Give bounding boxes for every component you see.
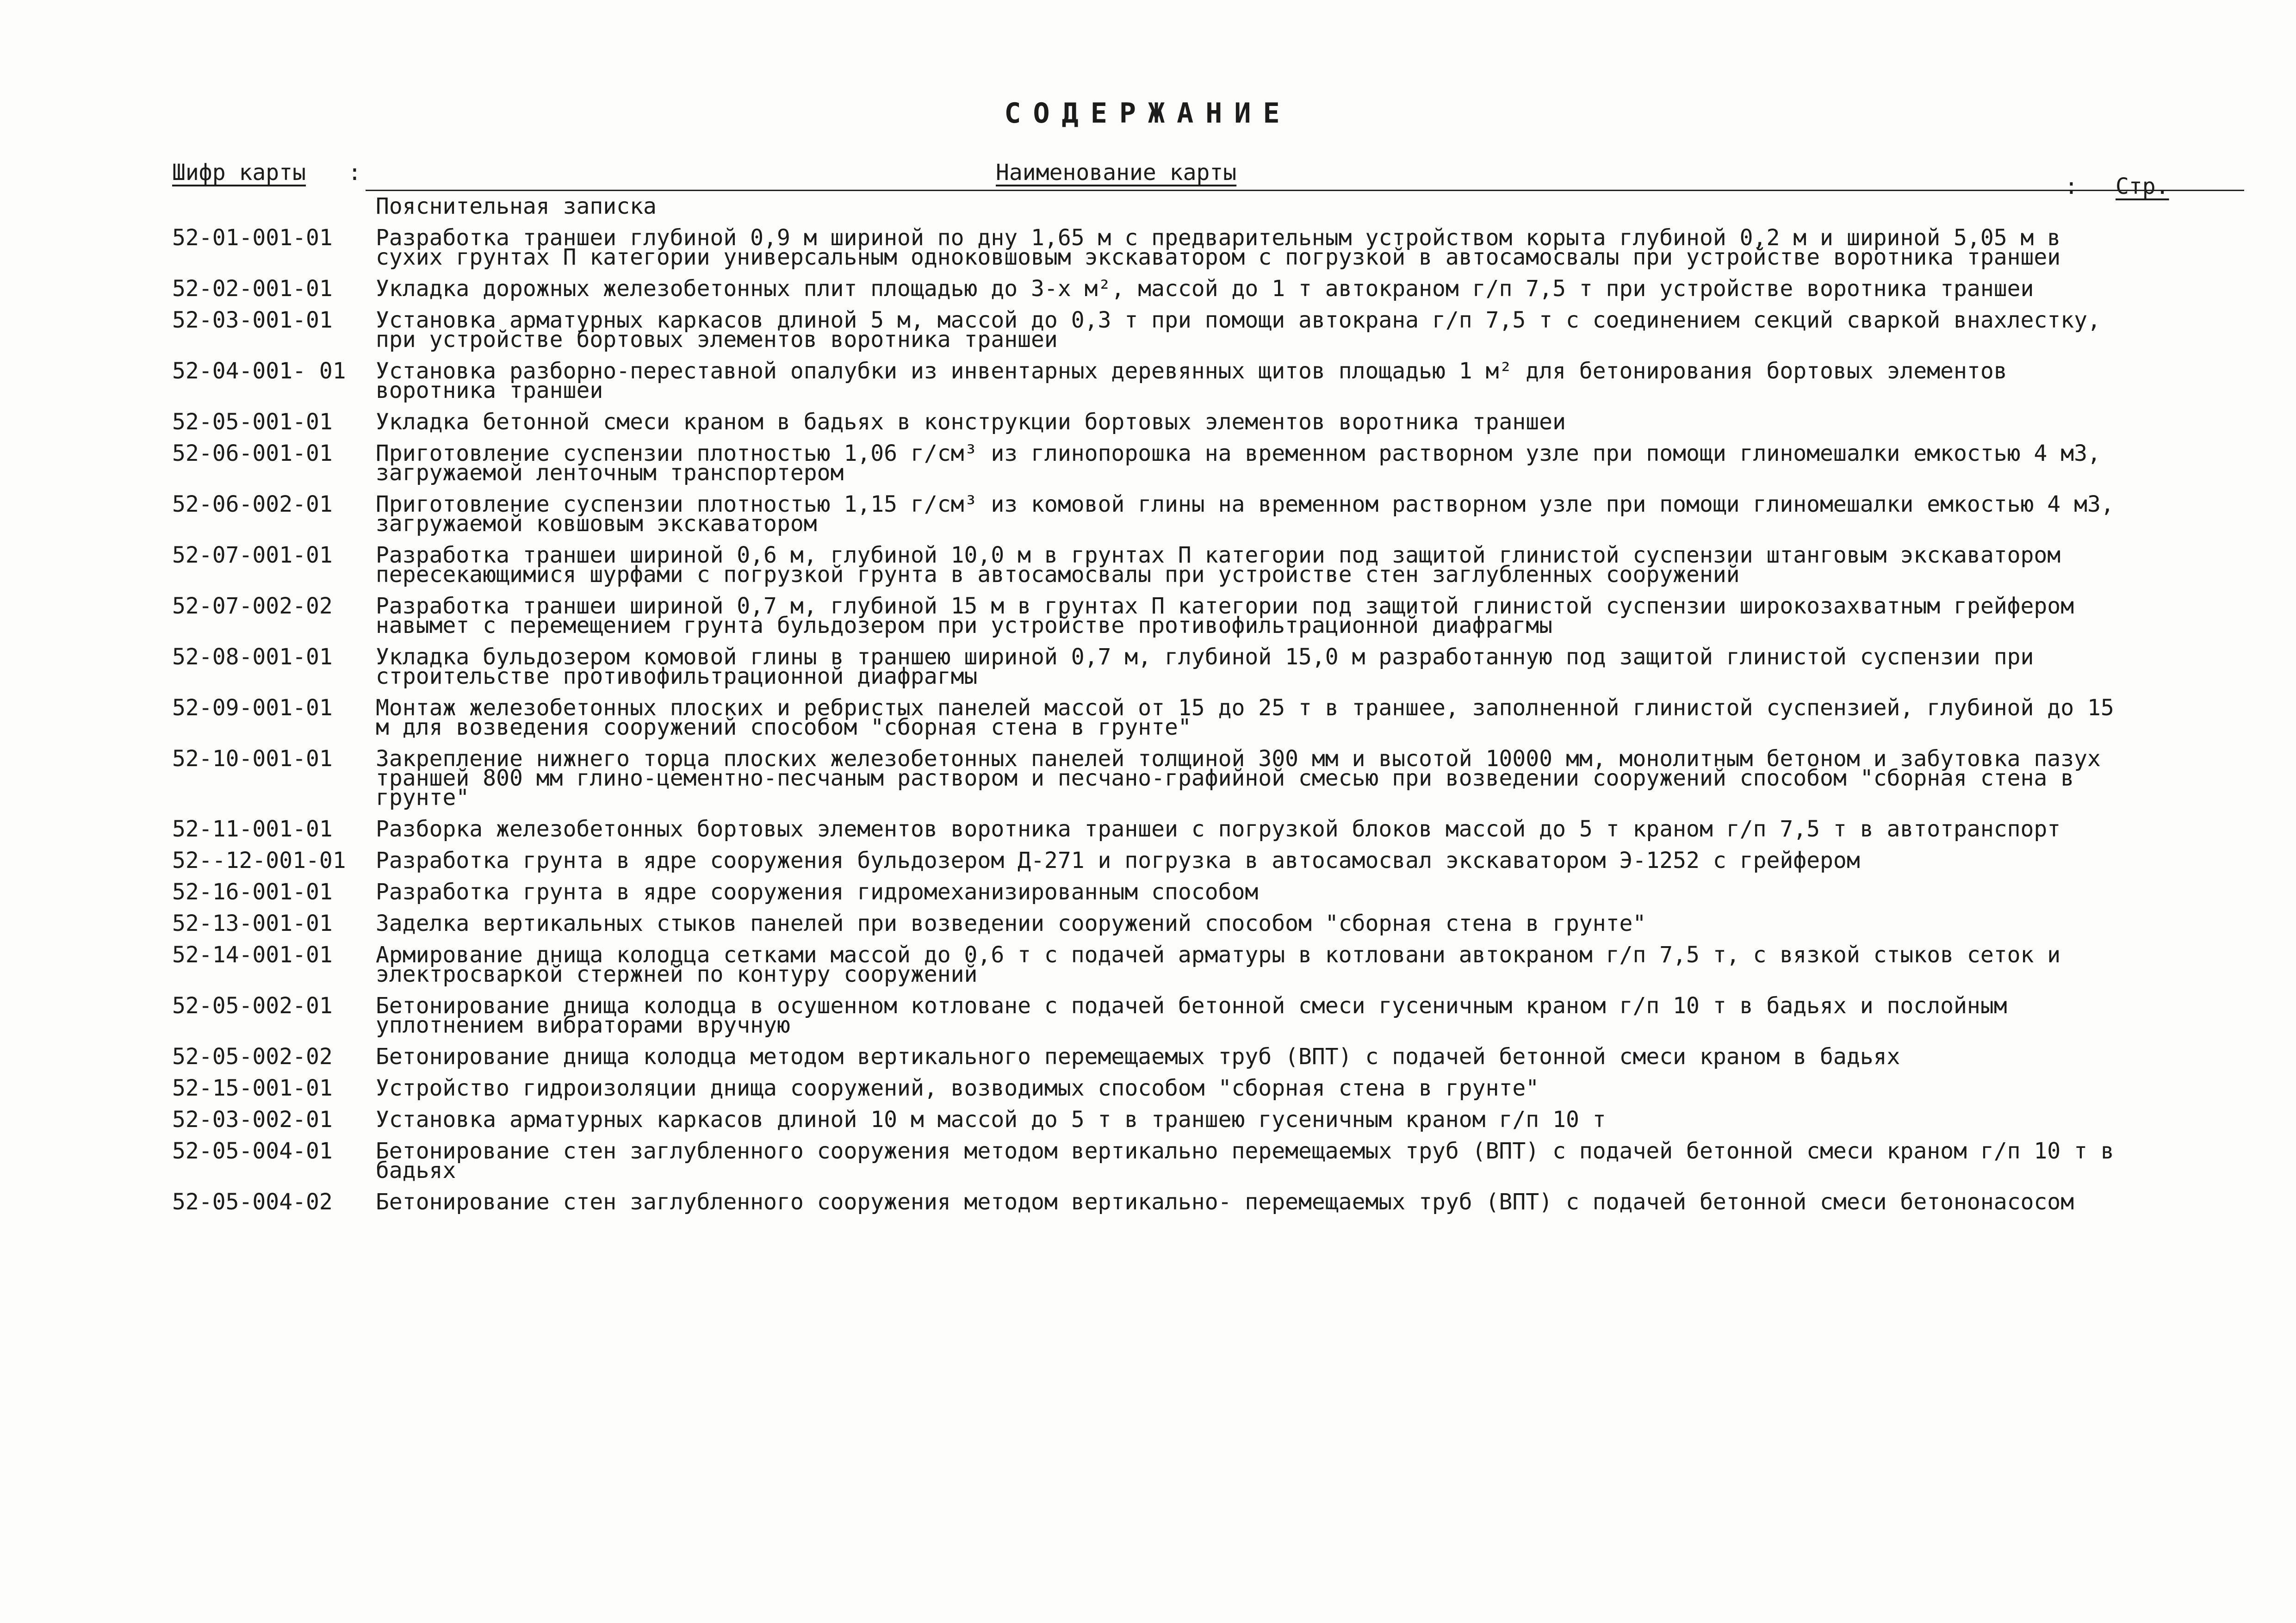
entry-code: 52-16-001-01 [172,879,333,905]
entry-code: 52-11-001-01 [172,816,333,842]
entry-text: Бетонирование стен заглубленного сооружения методом вертикально- перемещаемых труб (ВПТ) с подачей бетонной смеси бетононасосом [376,1189,2074,1215]
entry-text: Разработка траншеи шириной 0,7 м, глубиной 15 м в грунтах П категории под защитой глинистой суспензии широкозахватным грейфером навымет с перемещением грунта бульдозером при устройстве противофильтрационной диафрагмы [376,593,2074,638]
entry-code: 52-05-002-01 [172,993,333,1019]
header-separator: : [2065,173,2078,199]
entry-text: Закрепление нижнего торца плоских железобетонных панелей толщиной 300 мм и высотой 10000 мм, монолитным бетоном и забутовка пазух траншей 800 мм глино-цементно-песчаным раствором и песчано-графийной смесью при возведении сооружений способом "сборная стена в грунте" [376,746,2101,811]
entry-text: Укладка дорожных железобетонных плит площадью до 3-х м², массой до 1 т автокраном г/п 7,5 т при устройстве воротника траншеи [376,276,2034,302]
list-item [172,1075,2125,1101]
entry-text: Установка арматурных каркасов длиной 10 м массой до 5 т в траншею гусеничным краном г/п 10 т [376,1107,1606,1133]
list-item [172,542,2125,588]
entry-code: 52-03-002-01 [172,1107,333,1133]
entry-code: 52-04-001- 01 [172,358,346,384]
entry-code: 52-07-002-02 [172,593,333,619]
entry-text: Установка арматурных каркасов длиной 5 м, массой до 0,3 т при помощи автокрана г/п 7,5 т с соединением секций сваркой внахлестку, при устройстве бортовых элементов воротника траншеи [376,307,2101,353]
list-item [172,1107,2125,1133]
list-item [172,440,2125,486]
list-item [172,1138,2125,1183]
list-item [172,644,2125,689]
entry-text: Укладка бульдозером комовой глины в траншею шириной 0,7 м, глубиной 15,0 м разработанную под защитой глинистой суспензии при строительстве противофильтрационной диафрагмы [376,644,2034,689]
header-page-label: Стр. [2116,173,2169,199]
entry-code: 52-05-004-01 [172,1138,333,1164]
list-item [172,276,2125,302]
list-item [172,848,2125,873]
entry-code: 52-13-001-01 [172,911,333,936]
header-separator: : [348,160,361,186]
entry-text: Бетонирование днища колодца методом вертикального перемещаемых труб (ВПТ) с подачей бетонной смеси краном в бадьях [376,1044,1900,1070]
entry-text: Разработка траншеи глубиной 0,9 м шириной по дну 1,65 м с предварительным устройством корыта глубиной 0,2 м и шириной 5,05 м в сухих грунтах П категории универсальным одноковшовым экскаватором с погрузкой в автосамосвалы при устройстве воротника траншеи [376,225,2061,270]
list-item [172,1044,2125,1070]
contents-list [172,193,2125,1224]
entry-text: Монтаж железобетонных плоских и ребристых панелей массой от 15 до 25 т в траншее, заполненной глинистой суспензией, глубиной до 15 м для возведения сооружений способом "сборная стена в грунте" [376,695,2114,740]
page-title: СОДЕРЖАНИЕ [1004,97,1292,130]
header-code-label: Шифр карты [172,160,306,186]
table-header [172,160,2240,197]
entry-text: Установка разборно-переставной опалубки из инвентарных деревянных щитов площадью 1 м² для бетонирования бортовых элементов воротника траншеи [376,358,2007,403]
list-item [172,358,2125,403]
entry-text: Разработка грунта в ядре сооружения бульдозером Д-271 и погрузка в автосамосвал экскаватором Э-1252 с грейфером [376,848,1860,873]
header-divider [366,190,2244,191]
entry-code: 52-07-001-01 [172,542,333,568]
entry-code: 52-09-001-01 [172,695,333,721]
entry-text: Приготовление суспензии плотностью 1,06 г/см³ из глинопорошка на временном растворном узле при помощи глиномешалки емкостью 4 м3, загружаемой ленточным транспортером [376,440,2101,486]
entry-text: Армирование днища колодца сетками массой до 0,6 т с подачей арматуры в котловани автокраном г/п 7,5 т, с вязкой стыков сеток и электросваркой стержней по контуру сооружений [376,942,2061,987]
entry-code: 52-02-001-01 [172,276,333,302]
entry-text: Бетонирование стен заглубленного сооружения методом вертикально перемещаемых труб (ВПТ) с подачей бетонной смеси краном г/п 10 т в бадьях [376,1138,2114,1183]
list-item [172,307,2125,353]
list-item [172,993,2125,1038]
list-item [172,225,2125,270]
entry-text: Разработка грунта в ядре сооружения гидромеханизированным способом [376,879,1259,905]
list-item [172,911,2125,936]
list-item [172,942,2125,987]
list-item [172,1189,2125,1215]
list-item [172,409,2125,435]
entry-text: Пояснительная записка [376,193,657,219]
entry-code: 52-05-002-02 [172,1044,333,1070]
header-name-label: Наименование карты [996,160,1237,186]
entry-code: 52-06-001-01 [172,440,333,466]
entry-code: 52-05-004-02 [172,1189,333,1215]
list-item [172,746,2125,811]
entry-code: 52--12-001-01 [172,848,346,873]
list-item [172,816,2125,842]
entry-text: Укладка бетонной смеси краном в бадьях в конструкции бортовых элементов воротника траншеи [376,409,1566,435]
entry-code: 52-14-001-01 [172,942,333,968]
entry-code: 52-08-001-01 [172,644,333,670]
entry-code: 52-05-001-01 [172,409,333,435]
entry-text: Заделка вертикальных стыков панелей при возведении сооружений способом "сборная стена в грунте" [376,911,1646,936]
list-item [172,491,2125,537]
entry-text: Разборка железобетонных бортовых элементов воротника траншеи с погрузкой блоков массой до 5 т краном г/п 7,5 т в автотранспорт [376,816,2061,842]
entry-text: Устройство гидроизоляции днища сооружений, возводимых способом "сборная стена в грунте" [376,1075,1539,1101]
list-item [172,695,2125,740]
entry-code: 52-15-001-01 [172,1075,333,1101]
list-item [172,879,2125,905]
entry-code: 52-01-001-01 [172,225,333,251]
entry-text: Бетонирование днища колодца в осушенном котловане с подачей бетонной смеси гусеничным краном г/п 10 т в бадьях и послойным уплотнением вибраторами вручную [376,993,2007,1038]
entry-text: Разработка траншеи шириной 0,6 м, глубиной 10,0 м в грунтах П категории под защитой глинистой суспензии штанговым экскаватором пересекающимися шурфами с погрузкой грунта в автосамосвалы при устройстве стен заглубленных сооружений [376,542,2061,588]
entry-code: 52-10-001-01 [172,746,333,772]
entry-code: 52-06-002-01 [172,491,333,517]
entry-text: Приготовление суспензии плотностью 1,15 г/см³ из комовой глины на временном растворном узле при помощи глиномешалки емкостью 4 м3, загружаемой ковшовым экскаватором [376,491,2114,537]
list-item [172,593,2125,638]
entry-code: 52-03-001-01 [172,307,333,333]
list-item [172,193,2125,219]
